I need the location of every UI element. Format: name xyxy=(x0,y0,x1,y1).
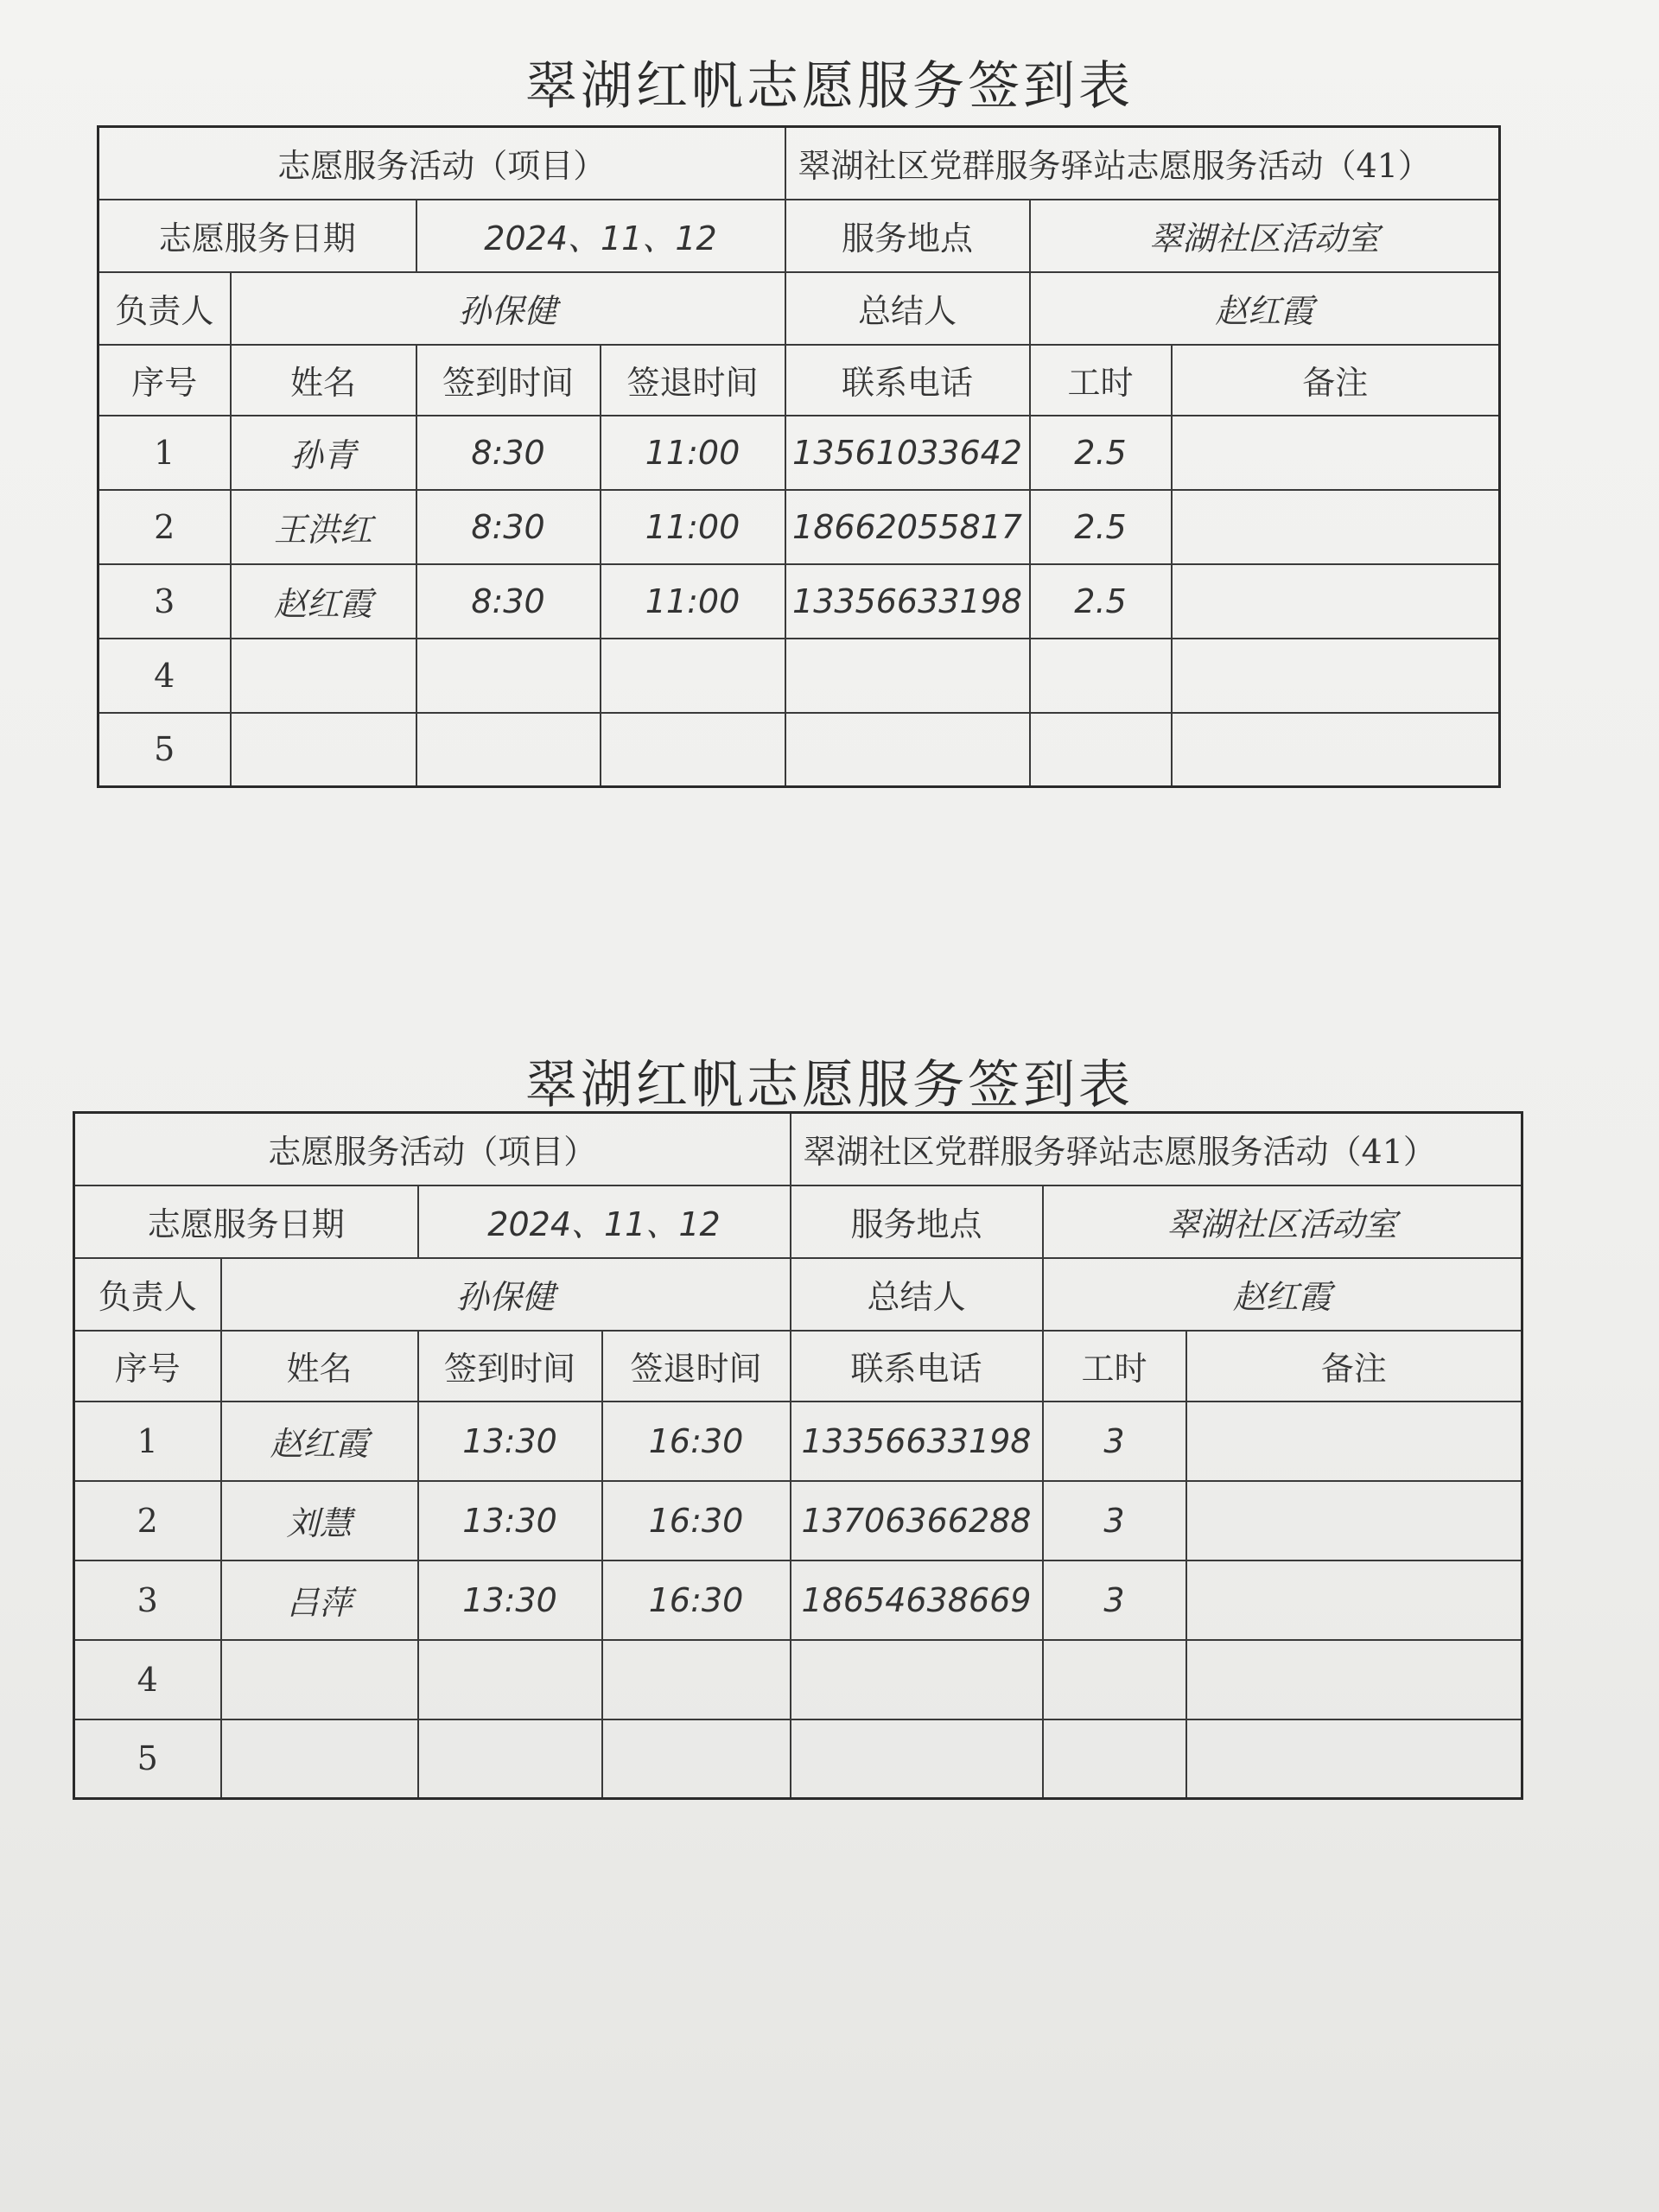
table-row xyxy=(99,490,1500,564)
row-hours: 2.5 xyxy=(1030,416,1172,490)
row-sign-in: 13:30 xyxy=(418,1402,602,1481)
row-name: 吕萍 xyxy=(221,1560,418,1640)
form-title: 翠湖红帆志愿服务签到表 xyxy=(525,56,1134,117)
row-phone xyxy=(791,1719,1043,1799)
row-phone: 18662055817 xyxy=(785,490,1030,564)
table-row xyxy=(99,416,1500,490)
header-name: 姓名 xyxy=(221,1331,418,1402)
row-sign-out xyxy=(601,713,785,787)
sign-in-form-1 xyxy=(0,0,1659,864)
header-phone: 联系电话 xyxy=(785,345,1030,416)
row-sign-in: 13:30 xyxy=(418,1481,602,1560)
table-row xyxy=(74,1402,1522,1481)
row-hours: 2.5 xyxy=(1030,564,1172,639)
row-sign-out: 16:30 xyxy=(602,1560,791,1640)
row-phone: 13561033642 xyxy=(785,416,1030,490)
table-row xyxy=(74,1640,1522,1719)
row-name xyxy=(221,1640,418,1719)
row-name: 赵红霞 xyxy=(231,564,416,639)
header-phone: 联系电话 xyxy=(791,1331,1043,1402)
row-phone: 18654638669 xyxy=(791,1560,1043,1640)
leader-row xyxy=(99,272,1500,345)
row-note xyxy=(1172,416,1500,490)
activity-label: 志愿服务活动（项目） xyxy=(99,127,785,200)
row-sign-in xyxy=(418,1719,602,1799)
row-no: 1 xyxy=(74,1402,221,1481)
column-header-row xyxy=(99,345,1500,416)
date-row xyxy=(74,1185,1522,1258)
form-title: 翠湖红帆志愿服务签到表 xyxy=(525,1055,1134,1116)
header-sign-in: 签到时间 xyxy=(416,345,601,416)
summarizer-label: 总结人 xyxy=(791,1258,1043,1331)
row-phone: 13356633198 xyxy=(785,564,1030,639)
summarizer-value: 赵红霞 xyxy=(1030,272,1500,345)
row-note xyxy=(1186,1640,1522,1719)
header-sign-out: 签退时间 xyxy=(602,1331,791,1402)
summarizer-value: 赵红霞 xyxy=(1043,1258,1522,1331)
row-hours: 3 xyxy=(1043,1402,1186,1481)
row-hours: 2.5 xyxy=(1030,490,1172,564)
leader-label: 负责人 xyxy=(99,272,231,345)
table-row xyxy=(74,1719,1522,1799)
activity-row xyxy=(99,127,1500,200)
row-note xyxy=(1186,1560,1522,1640)
row-note xyxy=(1186,1481,1522,1560)
activity-value: 翠湖社区党群服务驿站志愿服务活动（41） xyxy=(785,127,1500,200)
row-no: 5 xyxy=(99,713,231,787)
row-hours: 3 xyxy=(1043,1560,1186,1640)
row-sign-out xyxy=(601,639,785,713)
row-hours: 3 xyxy=(1043,1481,1186,1560)
date-label: 志愿服务日期 xyxy=(99,200,416,272)
row-name xyxy=(231,639,416,713)
location-value: 翠湖社区活动室 xyxy=(1043,1185,1522,1258)
row-sign-out xyxy=(602,1640,791,1719)
row-no: 4 xyxy=(74,1640,221,1719)
row-no: 4 xyxy=(99,639,231,713)
row-note xyxy=(1172,490,1500,564)
row-sign-out xyxy=(602,1719,791,1799)
header-hours: 工时 xyxy=(1030,345,1172,416)
row-sign-out: 11:00 xyxy=(601,564,785,639)
leader-value: 孙保健 xyxy=(221,1258,791,1331)
row-sign-out: 16:30 xyxy=(602,1402,791,1481)
leader-value: 孙保健 xyxy=(231,272,785,345)
table-row xyxy=(74,1560,1522,1640)
row-hours xyxy=(1043,1640,1186,1719)
row-hours xyxy=(1030,713,1172,787)
header-note: 备注 xyxy=(1186,1331,1522,1402)
row-hours xyxy=(1030,639,1172,713)
row-no: 3 xyxy=(99,564,231,639)
activity-label: 志愿服务活动（项目） xyxy=(74,1113,791,1185)
row-sign-in xyxy=(418,1640,602,1719)
table-row xyxy=(99,564,1500,639)
leader-label: 负责人 xyxy=(74,1258,221,1331)
column-header-row xyxy=(74,1331,1522,1402)
sign-in-table xyxy=(97,125,1501,788)
row-no: 1 xyxy=(99,416,231,490)
row-phone: 13706366288 xyxy=(791,1481,1043,1560)
row-no: 2 xyxy=(74,1481,221,1560)
row-sign-out: 16:30 xyxy=(602,1481,791,1560)
table-row xyxy=(99,639,1500,713)
row-sign-out: 11:00 xyxy=(601,490,785,564)
header-name: 姓名 xyxy=(231,345,416,416)
table-row xyxy=(99,713,1500,787)
row-sign-in: 13:30 xyxy=(418,1560,602,1640)
activity-row xyxy=(74,1113,1522,1185)
row-sign-in: 8:30 xyxy=(416,564,601,639)
row-name xyxy=(231,713,416,787)
row-name: 刘慧 xyxy=(221,1481,418,1560)
table-row xyxy=(74,1481,1522,1560)
row-phone xyxy=(785,639,1030,713)
header-no: 序号 xyxy=(99,345,231,416)
row-sign-out: 11:00 xyxy=(601,416,785,490)
row-note xyxy=(1172,713,1500,787)
sign-in-table xyxy=(73,1111,1523,1800)
header-note: 备注 xyxy=(1172,345,1500,416)
row-note xyxy=(1172,639,1500,713)
leader-row xyxy=(74,1258,1522,1331)
date-row xyxy=(99,200,1500,272)
row-note xyxy=(1172,564,1500,639)
header-no: 序号 xyxy=(74,1331,221,1402)
row-sign-in xyxy=(416,713,601,787)
activity-value: 翠湖社区党群服务驿站志愿服务活动（41） xyxy=(791,1113,1522,1185)
sign-in-form-2 xyxy=(0,994,1659,1858)
row-name: 王洪红 xyxy=(231,490,416,564)
header-sign-out: 签退时间 xyxy=(601,345,785,416)
location-label: 服务地点 xyxy=(791,1185,1043,1258)
location-label: 服务地点 xyxy=(785,200,1030,272)
row-hours xyxy=(1043,1719,1186,1799)
header-hours: 工时 xyxy=(1043,1331,1186,1402)
row-name: 赵红霞 xyxy=(221,1402,418,1481)
row-phone xyxy=(791,1640,1043,1719)
date-value: 2024、11、12 xyxy=(418,1185,791,1258)
row-name: 孙青 xyxy=(231,416,416,490)
row-note xyxy=(1186,1402,1522,1481)
row-no: 2 xyxy=(99,490,231,564)
row-note xyxy=(1186,1719,1522,1799)
row-no: 5 xyxy=(74,1719,221,1799)
row-sign-in: 8:30 xyxy=(416,416,601,490)
row-no: 3 xyxy=(74,1560,221,1640)
row-sign-in xyxy=(416,639,601,713)
row-sign-in: 8:30 xyxy=(416,490,601,564)
row-phone: 13356633198 xyxy=(791,1402,1043,1481)
header-sign-in: 签到时间 xyxy=(418,1331,602,1402)
date-value: 2024、11、12 xyxy=(416,200,785,272)
row-phone xyxy=(785,713,1030,787)
date-label: 志愿服务日期 xyxy=(74,1185,418,1258)
location-value: 翠湖社区活动室 xyxy=(1030,200,1500,272)
row-name xyxy=(221,1719,418,1799)
summarizer-label: 总结人 xyxy=(785,272,1030,345)
